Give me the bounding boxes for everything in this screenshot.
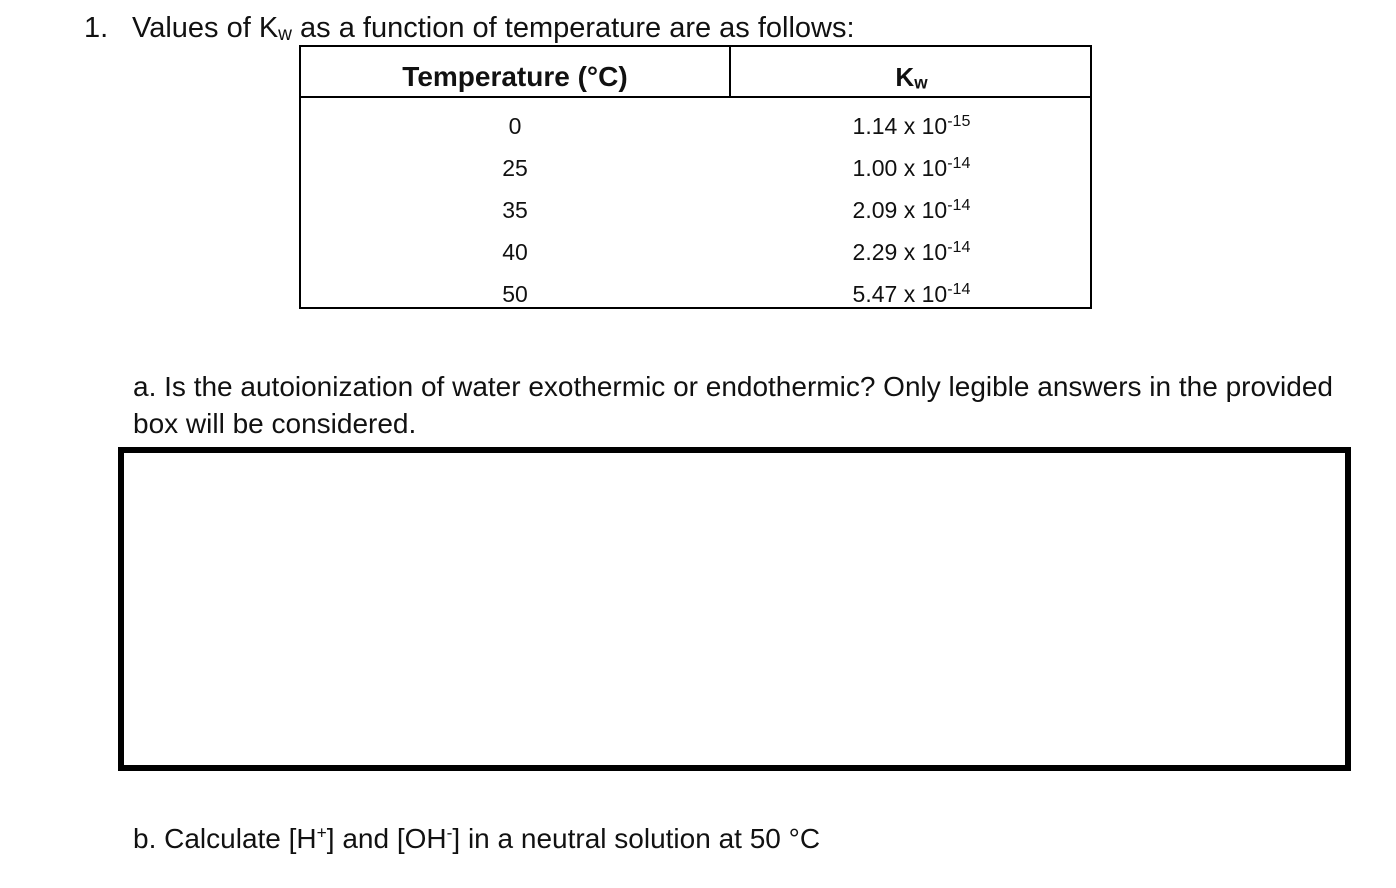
kw-cell bbox=[731, 147, 1092, 189]
temp-cell: 0 bbox=[508, 113, 522, 139]
kw-exponent: -15 bbox=[947, 111, 971, 130]
table-row bbox=[301, 231, 1090, 273]
kw-mantissa: 2.29 x 10 bbox=[852, 239, 948, 265]
kw-mantissa: 1.14 x 10 bbox=[852, 113, 948, 139]
table-row bbox=[301, 147, 1090, 189]
table-row bbox=[301, 189, 1090, 231]
temp-cell: 50 bbox=[502, 281, 528, 307]
question-kw-subscript: w bbox=[278, 23, 292, 45]
part-a-question: a. Is the autoionization of water exothermic or endothermic? Only legible answers in the provided box will be considered. bbox=[133, 371, 1333, 439]
header-kw-subscript: w bbox=[914, 72, 928, 93]
part-b-text-1: b. Calculate [H bbox=[133, 823, 317, 854]
part-b-text-3: ] in a neutral solution at 50 °C bbox=[452, 823, 821, 854]
part-b-question bbox=[133, 820, 820, 857]
header-temperature: Temperature (°C) bbox=[402, 61, 628, 92]
question-text-end: as a function of temperature are as follows: bbox=[291, 12, 855, 44]
kw-mantissa: 2.09 x 10 bbox=[852, 197, 948, 223]
temp-cell: 40 bbox=[502, 239, 528, 265]
answer-box[interactable] bbox=[118, 447, 1351, 771]
temp-cell: 35 bbox=[502, 197, 528, 223]
kw-mantissa: 5.47 x 10 bbox=[852, 281, 948, 307]
kw-mantissa: 1.00 x 10 bbox=[852, 155, 948, 181]
header-kw-main: K bbox=[895, 62, 915, 92]
kw-cell bbox=[731, 105, 1092, 147]
table-row bbox=[301, 105, 1090, 147]
kw-cell bbox=[731, 231, 1092, 273]
kw-exponent: -14 bbox=[947, 279, 971, 298]
kw-exponent: -14 bbox=[947, 195, 971, 214]
table-row bbox=[301, 273, 1090, 315]
part-b-oh-superscript: - bbox=[446, 822, 453, 843]
question-text-start: Values of K bbox=[132, 12, 279, 44]
temp-cell: 25 bbox=[502, 155, 528, 181]
kw-cell bbox=[731, 189, 1092, 231]
kw-exponent: -14 bbox=[947, 153, 971, 172]
kw-temperature-table bbox=[299, 45, 1092, 309]
table-header bbox=[301, 47, 1090, 98]
part-b-text-2: ] and [OH bbox=[326, 823, 447, 854]
header-kw bbox=[731, 47, 1092, 96]
part-b-h-superscript: + bbox=[316, 822, 327, 843]
question-number: 1. bbox=[84, 12, 109, 44]
kw-cell bbox=[731, 273, 1092, 315]
kw-exponent: -14 bbox=[947, 237, 971, 256]
